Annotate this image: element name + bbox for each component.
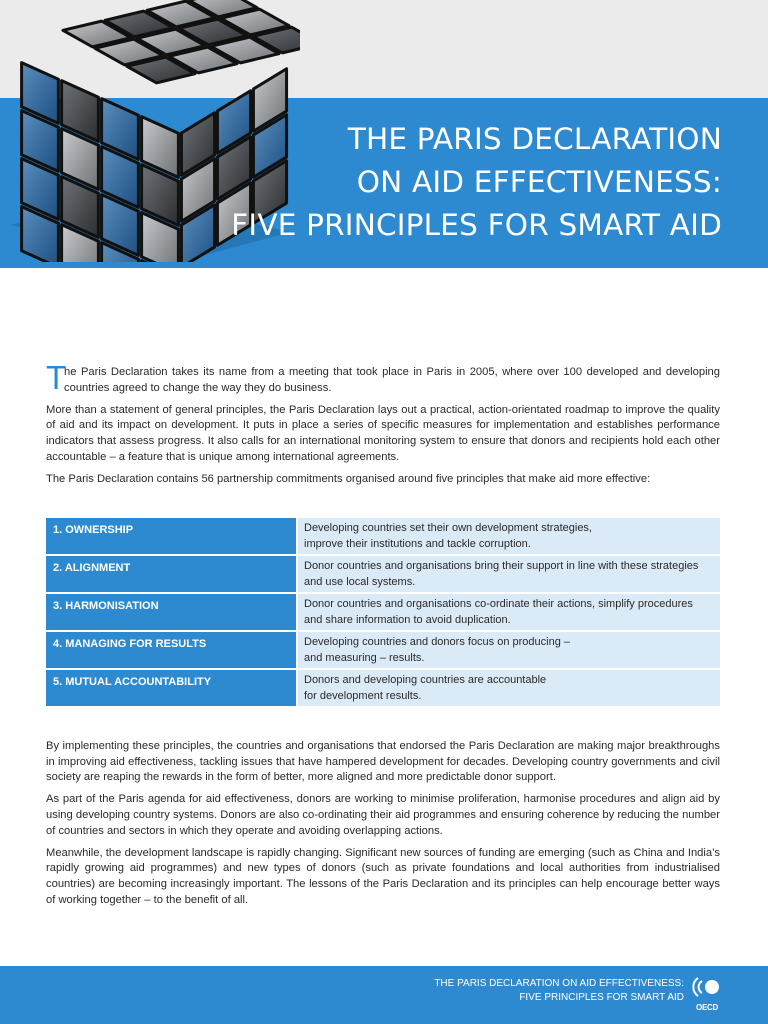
title-line-2: ON AID EFFECTIVENESS:	[356, 165, 722, 199]
principle-description	[297, 593, 720, 631]
description-line: Donors and developing countries are accountable	[304, 674, 547, 686]
intro-section	[46, 359, 720, 494]
principles-table	[46, 518, 720, 708]
description-line: Donor countries and organisations bring their support in line with these strategies	[304, 560, 699, 572]
table-row	[46, 518, 720, 555]
principle-description	[297, 669, 720, 707]
description-line: Developing countries set their own development strategies,	[304, 522, 592, 534]
footer-bar	[0, 966, 768, 1024]
principle-name: 1. OWNERSHIP	[46, 518, 297, 555]
description-line: Developing countries and donors focus on producing –	[304, 636, 571, 648]
closing-section	[46, 739, 720, 915]
title-line-1: THE PARIS DECLARATION	[347, 122, 722, 156]
intro-paragraph	[46, 359, 720, 396]
table-row	[46, 631, 720, 669]
principle-name: 5. MUTUAL ACCOUNTABILITY	[46, 669, 297, 707]
paragraph-breakthroughs: By implementing these principles, the countries and organisations that endorsed the Paris Declaration are making major breakthroughs in improving aid effectiveness, tackling issues that have hampered development for decades. Developing country governments and civil society are reaping the rewards in the form of better, more aligned and more predictable donor support.	[46, 740, 720, 784]
principle-name: 2. ALIGNMENT	[46, 555, 297, 593]
description-line: improve their institutions and tackle corruption.	[304, 537, 531, 550]
page-title	[231, 118, 722, 247]
paragraph-roadmap: More than a statement of general principles, the Paris Declaration lays out a practical, action-orientated roadmap to improve the quality of aid and its impact on development. It puts in place a series of specific measures for implementation and establishes performance indicators that assess progress. It also calls for an international monitoring system to ensure that donors and recipients hold each other accountable – a feature that is unique among international agreements.	[46, 403, 720, 463]
footer-line-2: FIVE PRINCIPLES FOR SMART AID	[519, 992, 684, 1003]
drop-cap: T	[46, 359, 67, 396]
oecd-logo-icon	[692, 974, 722, 1012]
oecd-logo-text: OECD	[696, 1003, 718, 1012]
principle-description	[297, 518, 720, 555]
paragraph-agenda: As part of the Paris agenda for aid effectiveness, donors are working to minimise proliferation, harmonise procedures and align aid by using developing country systems. Donors are also co-ordinating their aid programmes and ensuring coherence by reducing the number of countries and sectors in which they operate and avoiding overlapping actions.	[46, 793, 720, 837]
principle-description	[297, 555, 720, 593]
footer-line-1: THE PARIS DECLARATION ON AID EFFECTIVENESS:	[434, 978, 684, 989]
description-line: and share information to avoid duplication.	[304, 613, 511, 626]
table-row	[46, 593, 720, 631]
description-line: Donor countries and organisations co-ordinate their actions, simplify procedures	[304, 598, 693, 610]
description-line: for development results.	[304, 689, 422, 702]
intro-text: he Paris Declaration takes its name from a meeting that took place in Paris in 2005, where over 100 developed and developing countries agreed to change the way they do business.	[64, 366, 720, 394]
footer-title	[434, 977, 684, 1005]
table-row	[46, 669, 720, 707]
title-line-3: FIVE PRINCIPLES FOR SMART AID	[231, 208, 722, 242]
oecd-logo-mark-icon	[692, 974, 722, 1000]
principle-description	[297, 631, 720, 669]
description-line: and use local systems.	[304, 575, 416, 588]
principle-name: 3. HARMONISATION	[46, 593, 297, 631]
table-row	[46, 555, 720, 593]
paragraph-commitments: The Paris Declaration contains 56 partnership commitments organised around five principles that make aid more effective:	[46, 472, 651, 485]
principle-name: 4. MANAGING FOR RESULTS	[46, 631, 297, 669]
description-line: and measuring – results.	[304, 651, 425, 664]
paragraph-landscape: Meanwhile, the development landscape is rapidly changing. Significant new sources of funding are emerging (such as China and India’s rapidly growing aid programmes) and new types of donors (such as private foundations and local authorities from industrialised countries) are becoming increasingly important. The lessons of the Paris Declaration and its principles can help encourage better ways of working together – to the benefit of all.	[46, 846, 720, 906]
